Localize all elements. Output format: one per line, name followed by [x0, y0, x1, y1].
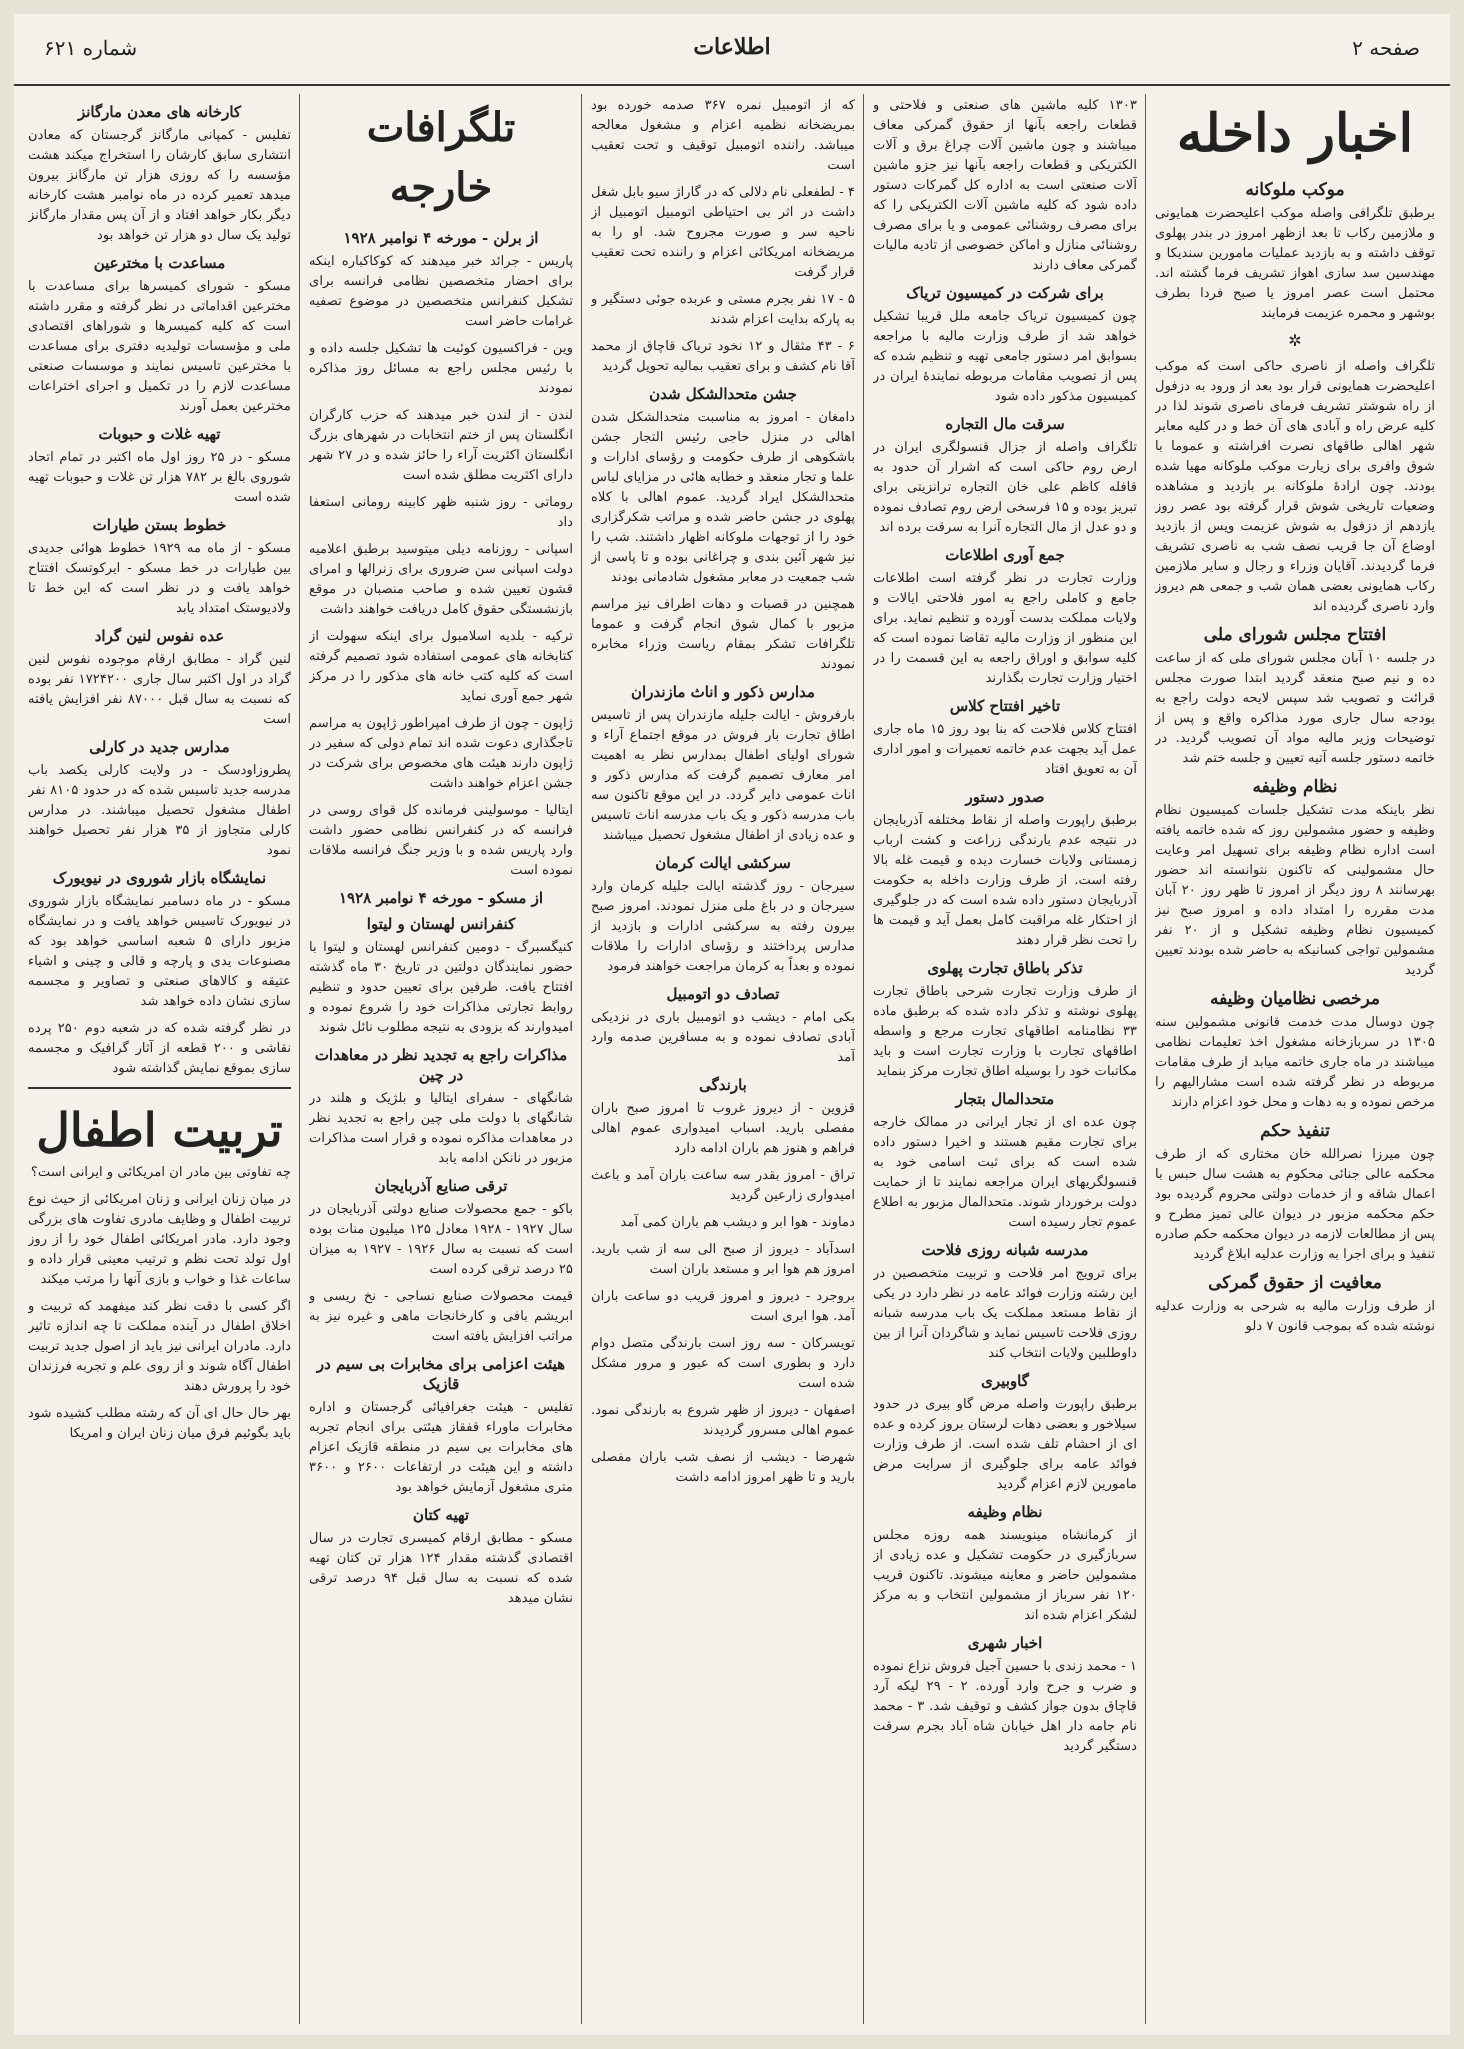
article-text: اسدآباد - دیروز از صبح الی سه از شب بارید. امروز هم هوا ابر و مستعد باران است: [591, 1242, 855, 1277]
article-text: اگر کسی با دقت نظر کند میفهمد که تربیت و اخلاق اطفال در آینده مملکت تا چه اندازه تاثیر دارد. مادران ایرانی نیز باید از اصول جدید تربیت اطفال آگاه شوند و از روی علم و تجربه فرزندان خود را پرورش دهند: [28, 1299, 291, 1394]
headline: تاخیر افتتاح کلاس: [949, 697, 1061, 715]
headline: مذاکرات راجع به تجدید نظر در معاهدات در چین: [314, 1046, 568, 1084]
headline: سرکشی ایالت کرمان: [655, 854, 791, 872]
headline: عده نفوس لنین گراد: [94, 627, 225, 645]
issue-number: شماره ۶۲۱: [44, 36, 138, 60]
article-text: مسکو - شورای کمیسرها برای مساعدت با مخترعین اقداماتی در نظر گرفته و مقرر داشته است که کلیه کمیسرها و شوراهای اقتصادی ملی و مؤسسات تولیدیه دفتری برای مساعدت با مخترعین تاسیس نمایند و موسسات صنعتی مساعدت لازم را در تکمیل و اجرای اختراعات مخترعین بعمل آورند: [28, 279, 291, 414]
article-text: برطبق راپورت واصله از نقاط مختلفه آذربایجان در نتیجه عدم بارندگی زراعت و کشت ارباب زمستانی ولایات خسارت دیده و قیمت غله بالا رفته است. از طرف وزارت داخله به حکومت آذربایجان دستور داده شده است که در جلوگیری از احتکار غله مراقبت کامل بعمل آید و قیمت ها را تحت نظر قرار دهند: [873, 813, 1137, 948]
headline: نمایشگاه بازار شوروی در نیویورک: [52, 869, 267, 887]
article-text: مسکو - در ۲۵ روز اول ماه اکتبر در تمام اتحاد شوروی بالغ بر ۷۸۲ هزار تن غلات و حبوبات تهیه شده است: [28, 450, 291, 505]
article-text: همچنین در قصبات و دهات اطراف نیز مراسم مزبور با کمال شوق انجام گرفت و عموما تلگرافات تشکر بمقام ریاست وزراء مخابره نمودند: [591, 597, 855, 672]
article-text: برطبق راپورت واصله مرض گاو بیری در حدود سیلاخور و بعضی دهات لرستان بروز کرده و عده ای از احشام تلف شده است. از طرف وزارت فوائد عامه برای جلوگیری از سرایت مرض مامورین لازم اعزام گردید: [873, 1397, 1137, 1492]
headline: کارخانه های معدن مارگانز: [77, 103, 242, 121]
article-text: لندن - از لندن خبر میدهند که حزب کارگران انگلستان پس از ختم انتخابات در شهرهای بزرگ انگلستان اکثریت آراء را حائز شده و در ۲۷ شهر دارای اکثریت مطلق شده است: [309, 408, 573, 483]
article-text: مسکو - از ماه مه ۱۹۲۹ خطوط هوائی جدیدی بین طیارات در خط مسکو - ایرکوتسک افتتاح خواهد یافت و در نظر است که این خط تا ولادیوستک امتداد یابد: [28, 541, 291, 616]
article-text: سیرجان - روز گذشته ایالت جلیله کرمان وارد سیرجان و در باغ ملی منزل نمودند. امروز صبح بیرون رفته به سرکشی ادارات و بازدید از مدارس پرداختند و رؤسای ادارات را ملاقات نموده و بعداً به کرمان مراجعت خواهند فرمود: [591, 879, 855, 974]
article-text: تراق - امروز بقدر سه ساعت باران آمد و باعث امیدواری زارعین گردید: [591, 1168, 855, 1203]
article-text: برای ترویج امر فلاحت و تربیت متخصصین در این رشته وزارت فوائد عامه در نظر دارد در یکی از نقاط مستعد مملکت یک باب مدرسه شبانه روزی فلاحت تاسیس نماید و شاگردان آنرا از بین داوطلبین ولایات انتخاب کند: [873, 1266, 1137, 1361]
article-text: تلگراف واصله از جزال قنسولگری ایران در ارض روم حاکی است که اشرار آن حدود به قافله کاظم علی خان التجاره ترانزیتی برای تبریز بوده و ۱۵ فرسخی ارض روم تصادف نموده و دو عدل از مال التجاره آنرا به سرقت برده اند: [873, 440, 1137, 535]
article-text: ژاپون - چون از طرف امپراطور ژاپون به مراسم تاجگذاری دعوت شده اند تمام دولی که سفیر در ژاپون دارند هیئت های مخصوص برای شرکت در جشن اعزام خواهند داشت: [309, 716, 573, 791]
section-title-foreign: تلگرافات خارجه: [366, 104, 516, 211]
article-text: ۶ - ۴۳ مثقال و ۱۲ نخود تریاک قاچاق از محمد آقا نام کشف و برای تعقیب بمالیه تحویل گردید: [591, 339, 855, 374]
headline: ترقی صنایع آذربایجان: [374, 1177, 508, 1195]
article-text: چون کمیسیون تریاک جامعه ملل قریبا تشکیل خواهد شد از طرف وزارت مالیه با مراجعه بسوابق امر دستور جامعی تهیه و تنظیم شده که پس از تصویب مقامات مربوطه نمایندهٔ ایران در کمیسیون مذکور داده شود: [873, 309, 1137, 404]
headline: نظام وظیفه: [1252, 777, 1338, 797]
article-text: چون عده ای از تجار ایرانی در ممالک خارجه برای تجارت مقیم هستند و اخیرا دستور داده شده است که برای ثبت اسامی خود به قنسولگریهای ایران مراجعه نمایند تا از حمایت دولت برخوردار شوند. متحدالمال مزبور به اطلاع عموم تجار رسیده است: [873, 1115, 1137, 1230]
column-domestic-news: [1155, 96, 1435, 2026]
article-text: باکو - جمع محصولات صنایع دولتی آذربایجان در سال ۱۹۲۷ - ۱۹۲۸ معادل ۱۲۵ میلیون منات بوده است که نسبت به سال ۱۹۲۶ - ۱۹۲۷ به میزان ۲۵ درصد ترقی کرده است: [309, 1202, 573, 1277]
headline: تصادف دو اتومبیل: [666, 985, 780, 1003]
headline: مرخصی نظامیان وظیفه: [1209, 989, 1381, 1009]
headline: افتتاح مجلس شورای ملی: [1203, 625, 1387, 645]
article-text: افتتاح کلاس فلاحت که بنا بود روز ۱۵ ماه جاری عمل آید بجهت عدم خاتمه تعمیرات و امور اداری آن به تعویق افتاد: [873, 722, 1137, 777]
article-text: ۴ - لطفعلی نام دلالی که در گاراژ سیو بابل شغل داشت در اثر بی احتیاطی اتومبیل اتومبیل از ناحیه سر و صورت مجروح شد. او را به مریضخانه امریکائی اعزام و راننده تحت تعقیب قرار گرفت: [591, 185, 855, 280]
headline: مدرسه شبانه روزی فلاحت: [921, 1241, 1089, 1259]
section-title-child-education: تربیت اطفال: [28, 1087, 291, 1163]
column-5: [28, 96, 291, 2026]
newspaper-page: [14, 14, 1450, 2035]
article-text: قزوین - از دیروز غروب تا امروز صبح باران مفصلی بارید. اسباب امیدواری عموم اهالی فراهم و هنوز هم باران ادامه دارد: [591, 1101, 855, 1156]
article-text: ترکیه - بلدیه اسلامبول برای اینکه سهولت از کتابخانه های عمومی استفاده شود تصمیم گرفته است که کلیه کتب خانه های مذکور را در مرکز شهر جمع آوری نماید: [309, 629, 573, 704]
article-text: که از اتومبیل نمره ۳۶۷ صدمه خورده بود بمریضخانه نظمیه اعزام و مشغول معالجه میباشد. راننده اتومبیل توقیف و تحت تعقیب است: [591, 98, 855, 173]
headline: معافیت از حقوق گمرکی: [1208, 1273, 1382, 1293]
article-text: از طرف وزارت مالیه به شرحی به وزارت عدلیه نوشته شده که بموجب قانون ۷ دلو: [1155, 1299, 1435, 1334]
headline: برای شرکت در کمیسیون تریاک: [906, 284, 1104, 302]
headline: متحدالمال بتجار: [955, 1090, 1055, 1108]
article-text: چه تفاوتی بین مادر ان امریکائی و ایرانی است؟: [30, 1165, 291, 1180]
article-text: تویسرکان - سه روز است بارندگی متصل دوام دارد و بطوری است که عبور و مرور مشکل شده است: [591, 1336, 855, 1391]
column-3: [591, 96, 855, 2026]
article-text: لنین گراد - مطابق ارقام موجوده نفوس لنین گراد در اول اکتبر سال جاری ۱۷۲۴۲۰۰ نفر بوده که نسبت به سال قبل ۸۷۰۰۰ نفر افزایش یافته است: [28, 652, 291, 727]
article-text: وزارت تجارت در نظر گرفته است اطلاعات جامع و کاملی راجع به امور فلاحتی ایالات و ولایات مملکت بدست آورده و تنظیم نماید. برای این منظور از وزارت مالیه تقاضا نموده است که کلیه سوابق و اوراق راجعه به این قسمت را در اختیار وزارت تجارت بگذارند: [873, 571, 1137, 686]
page-header: [14, 14, 1450, 86]
article-text: در جلسه ۱۰ آبان مجلس شورای ملی که از ساعت ده و نیم صبح منعقد گردید ابتدا صورت مجلس قرائت و تصویب شد سپس لایحه دولت راجع به بودجه سال جاری مورد مذاکره واقع و پس از توضیحات وزیر مالیه مواد آن تصویب گردید. در خاتمه دستور جلسه آتیه تعیین و جلسه ختم شد: [1155, 651, 1435, 766]
headline: هیئت اعزامی برای مخابرات بی سیم در قازیک: [316, 1355, 566, 1393]
headline: تهیه غلات و حبوبات: [98, 425, 221, 443]
article-text: دماوند - هوا ابر و دیشب هم باران کمی آمد: [620, 1215, 855, 1230]
headline: موکب ملوکانه: [1245, 180, 1345, 200]
article-text: بارفروش - ایالت جلیله مازندران پس از تاسیس اطاق تجارت بار فروش در موقع اجتماع آراء و شورای اولیای اطفال بمدارس نظر به اهمیت امر معارف تصمیم گرفت که مدارس ذکور و اناث عمومی دایر گردد. در این موقع تاکنون سه باب مدرسه ذکور و یک باب مدرسه اناث تاسیس و عده زیادی از اطفال مشغول تحصیل میباشند: [591, 708, 855, 843]
section-title-domestic: اخبار داخله: [1176, 103, 1414, 164]
headline: از برلن - مورخه ۴ نوامبر ۱۹۲۸: [343, 229, 539, 247]
column-rule: [863, 94, 864, 2024]
article-text: از کرمانشاه مینویسند همه روزه مجلس سربازگیری در حکومت تشکیل و عده زیادی از مشمولین حاضر و معاینه میشوند. تاکنون قریب ۱۲۰ نفر سرباز از مشمولین انتخاب و به مرکز لشکر اعزام شده اند: [873, 1528, 1137, 1623]
newspaper-name: اطلاعات: [693, 34, 771, 60]
headline: جمع آوری اطلاعات: [945, 546, 1065, 564]
headline: تنفیذ حکم: [1260, 1121, 1330, 1141]
column-rule: [581, 94, 582, 2024]
headline: تذکر باطاق تجارت پهلوی: [927, 959, 1083, 977]
headline: تهیه کتان: [412, 1506, 470, 1524]
article-text: تفلیس - هیئت جغرافیائی گرجستان و اداره مخابرات ماوراء قفقاز هیئتی برای انجام تجربه های مخابرات بی سیم در منطقه قازیک اعزام داشته و این هیئت در ارتفاعات ۲۶۰۰ و ۳۶۰۰ متری مشغول آزمایش خواهد بود: [309, 1400, 573, 1495]
article-text: برطبق تلگرافی واصله موکب اعلیحضرت همایونی و ملازمین رکاب تا بعد ازظهر امروز در بندر پهلوی توقف داشته و به بازدید عملیات مامورین سندیکا و مهندسین سد سازی اهواز تشریف فرما گشته اند. محتمل است عصر امروز یا صبح فردا بطرف بوشهر و محمره عزیمت فرمایند: [1155, 206, 1435, 321]
article-text: وین - فراکسیون کوئیت ها تشکیل جلسه داده و با رئیس مجلس راجع به مسائل روز مذاکره نمودند: [309, 341, 573, 396]
headline: مدارس ذکور و اناث مازندران: [631, 683, 815, 701]
article-text: در میان زنان ایرانی و زنان امریکائی از حیث نوع تربیت اطفال و وظایف مادری تفاوت های بزرگی وجود دارد. مادر امریکائی اطفال خود را از روز اول تولد تحت نظم و ترتیب معینی قرار داده و ساعات غذا و خواب و بازی آنها را مرتب میکند: [28, 1192, 291, 1287]
article-text: مسکو - مطابق ارقام کمیسری تجارت در سال اقتصادی گذشته مقدار ۱۲۴ هزار تن کتان تهیه شده که نسبت به سال قبل ۹۴ درصد ترقی نشان میدهد: [309, 1531, 573, 1606]
article-text: اسپانی - روزنامه دیلی میتوسید برطبق اعلامیه دولت اسپانی سن ضروری برای زنرالها و امرای قشون تعیین شده و صاحب منصبان در موقع بازنشستگی حقوق کامل دریافت خواهند داشت: [309, 542, 573, 617]
headline: از مسکو - مورخه ۴ نوامبر ۱۹۲۸: [339, 889, 543, 907]
article-text: چون میرزا نصرالله خان مختاری که از طرف محکمه عالی جنائی محکوم به هشت سال حبس با اعمال شاقه و از خدمات دولتی محروم گردیده بود حکم محکمه مزبور در دیوان عالی تمیز مطرح و پس از مطالعات لازمه در دیوان محکمه حکم صادره تنفیذ و برای اجرا به وزارت عدلیه ابلاغ گردید: [1155, 1147, 1435, 1262]
article-text: تفلیس - کمپانی مارگانز گرجستان که معادن انتشاری سابق کارشان را استخراج میکند هشت مؤسسه را که روزی هزار تن مارگانز بیرون میدهد تعمیر کرده در ماه نوامبر هشت کارخانه دیگر بکار خواهد افتاد و از آن پس مقدار مارگانز تولید یک سال دو هزار تن خواهد بود: [28, 128, 291, 243]
article-text: ایتالیا - موسولینی فرمانده کل قوای روسی در فرانسه که در کنفرانس نظامی حضور داشت وارد پاریس شده و با وزیر جنگ فرانسه ملاقات نموده است: [309, 803, 573, 878]
column-2: [873, 96, 1137, 2026]
article-text: چون دوسال مدت خدمت قانونی مشمولین سنه ۱۳۰۵ در سربازخانه مشغول اخذ تعلیمات نظامی میباشند در ماه جاری خاتمه میابد از طرف مقامات مربوطه در نظر گرفته شده است مشارالیهم را مرخص نموده و به دهات و محل خود اعزام دارند: [1155, 1015, 1435, 1110]
article-text: روماتی - روز شنبه ظهر کابینه رومانی استعفا داد: [309, 495, 573, 530]
article-text: اصفهان - دیروز از ظهر شروع به بارندگی نمود. عموم اهالی مسرور گردیدند: [591, 1403, 855, 1438]
article-text: دامغان - امروز به مناسبت متحدالشکل شدن اهالی در منزل حاجی رئیس التجار جشن باشکوهی از طرف حکومت و رؤسای ادارات و علما و تجار منعقد و خطابه هائی در مزایای لباس متحدالشکل ایراد گردید. عموم اهالی با کلاه پهلوی در جشن حاضر شده و مراتب شکرگزاری خود را از توجهات ملوکانه اظهار داشتند. شب را نیز شهر آئین بندی و چراغانی بوده و تا پاسی از شب جمعیت در معابر مشغول شادمانی بودند: [591, 410, 855, 585]
article-text: ۱ - محمد زندی با حسین آجیل فروش نزاع نموده و ضرب و جرح وارد آورده. ۲ - ۲۹ لیکه آرد قاچاق بدون جواز کشف و توقیف شد. ۳ - محمد نام جامه دار اهل خیابان شاه آباد بجرم سرقت دستگیر گردید: [873, 1659, 1137, 1754]
column-foreign-telegrams: [309, 96, 573, 2026]
subheadline: کنفرانس لهستان و لیتوا: [366, 915, 516, 933]
headline: اخبار شهری: [967, 1634, 1043, 1652]
headline: مدارس جدید در کارلی: [89, 738, 230, 756]
headline: نظام وظیفه: [967, 1503, 1043, 1521]
article-text: شانگهای - سفرای ایتالیا و بلژیک و هلند در شانگهای با دولت ملی چین راجع به تجدید نظر در معاهدات مذاکره نموده و قرار است مذاکرات مزبور در نانکن ادامه یابد: [309, 1091, 573, 1166]
headline: جشن متحدالشکل شدن: [649, 385, 797, 403]
headline: مساعدت با مخترعین: [93, 254, 226, 272]
article-text: نظر باینکه مدت تشکیل جلسات کمیسیون نظام وظیفه و حضور مشمولین روز که شده خاتمه یافته است اداره نظام وظیفه برای تسهیل امر وعایت حال مشمولینی که تاکنون نتوانسته اند حضور بهرسانند ۸ روز دیگر از امروز تا ظهر روز ۲۰ آبان مدت مقرره را امتداد داده و امروز صبح نیز کمیسیون نظام وظیفه تشکیل و از ۲۰ نفر مشمولین تواجی کسانیکه به حاضر شده بودند تعیین گردید: [1155, 803, 1435, 978]
page-number: صفحه ۲: [1352, 36, 1420, 60]
article-text: شهرضا - دیشب از نصف شب باران مفصلی بارید و تا ظهر امروز ادامه داشت: [591, 1450, 855, 1485]
article-text: تلگراف واصله از ناصری حاکی است که موکب اعلیحضرت همایونی قرار بود بعد از ورود به دزفول از راه شوشتر تشریف فرمای ناصری شوند لذا در کلیه عرض راه و آبادی های آن خط و در کلیه معابر شهر اهالی طاقهای نصرت افراشته و عموما با شوق وافری برای زیارت موکب ملوکانه مهیا شده بودند. چون ارادهٔ ملوکانه بر بازدید و مشاهده وضعیات تاریخی شوش قرار گرفته بود عصر روز یازدهم از دزفول به شوش عزیمت ویس از بازدید اوضاع آن جا قریب نصف شب به ناصری تشریف فرما گردیدند. آقایان وزراء و رجال و سایر ملازمین رکاب همایونی بعضی همان شب و جمعی هم دیروز وارد ناصری گردیده اند: [1155, 359, 1435, 614]
article-text: بروجرد - دیروز و امروز قریب دو ساعت باران آمد. هوا ابری است: [591, 1289, 855, 1324]
article-text: در نظر گرفته شده که در شعبه دوم ۲۵۰ پرده نقاشی و ۲۰۰ قطعه از آثار گرافیک و مجسمه سازی بموقع نمایش گذاشته شود: [28, 1021, 291, 1076]
article-text: بکی امام - دیشب دو اتومبیل باری در نزدیکی آبادی تصادف نموده و به مسافرین صدمه وارد آمد: [591, 1010, 855, 1065]
article-text: از طرف وزارت تجارت شرحی باطاق تجارت پهلوی نوشته و تذکر داده شده که برطبق ماده ۳۳ نظامنامه اطاقهای تجارت مرجع و واسطه اطاقهای تجارت با وزارت تجارت است و باید مکاتبات خود را بوسیله اطاق تجارت مرکز بنماید: [873, 984, 1137, 1079]
article-text: ۵ - ۱۷ نفر بجرم مستی و عربده جوئی دستگیر و به پارکه بدایت اعزام شدند: [591, 292, 855, 327]
article-text: کنیگسبرگ - دومین کنفرانس لهستان و لیتوا با حضور نمایندگان دولتین در تاریخ ۳۰ ماه گذشته افتتاح یافت. طرفین برای تعیین حدود و تنظیم روابط تجارتی مذاکرات خود را شروع نموده و امیدوارند که بزودی به نتیجه مطلوب نائل شوند: [309, 940, 573, 1035]
headline: خطوط بستن طیارات: [92, 516, 227, 534]
article-text: بهر حال حال ای آن که رشته مطلب کشیده شود باید بگوئیم فرق میان زنان ایران و امریکا: [28, 1406, 291, 1441]
headline: سرقت مال التجاره: [945, 415, 1065, 433]
article-text: پطروزاودسک - در ولایت کارلی یکصد باب مدرسه جدید تاسیس شده که در حدود ۸۱۰۵ نفر اطفال مشغول تحصیل میباشند. در مدارس کارلی متجاوز از ۳۵ هزار نفر تحصیل خواهند نمود: [28, 763, 291, 858]
headline: صدور دستور: [965, 788, 1045, 806]
headline: بارندگی: [699, 1076, 747, 1094]
column-rule: [1145, 94, 1146, 2024]
separator-icon: ✲: [1288, 331, 1302, 350]
article-text: ۱۳۰۳ کلیه ماشین های صنعتی و فلاحتی و قطعات راجعه بآنها از حقوق گمرکی معاف میباشند و چون ماشین آلات چراغ برق و آلات الکتریکی و قطعات راجعه بآنها نیز جزو ماشین آلات صنعتی است به اداره کل گمرکات دستور داده شود که کلیه ماشین آلات الکتریکی را که برای مصرف روشنائی عمومی و یا برای مصرف روشنائی منازل و اماکن خصوصی از تادیه مالیات گمرکی معاف دارند: [873, 98, 1137, 273]
column-rule: [299, 94, 300, 2024]
article-text: مسکو - در ماه دسامبر نمایشگاه بازار شوروی در نیویورک تاسیس خواهد یافت و در نمایشگاه مزبور دارای ۵ شعبه اساسی خواهد بود که مصنوعات یدی و پارچه و قالی و چینی و اشیاء عتیقه و کالاهای صنعتی و تصاویر و مجسمه سازی نشان داده خواهد شد: [28, 894, 291, 1009]
article-text: پاریس - جرائد خبر میدهند که کوکاکباره اینکه برای احضار متخصصین نظامی فرانسه برای تشکیل کنفرانس متخصصین در موضوع تصفیه غرامات حاضر است: [309, 254, 573, 329]
headline: گاوبیری: [981, 1372, 1029, 1390]
article-text: قیمت محصولات صنایع نساجی - نخ ریسی و ابریشم بافی و کارخانجات ماهی و غیره نیز به مراتب افزایش یافته است: [309, 1289, 573, 1344]
